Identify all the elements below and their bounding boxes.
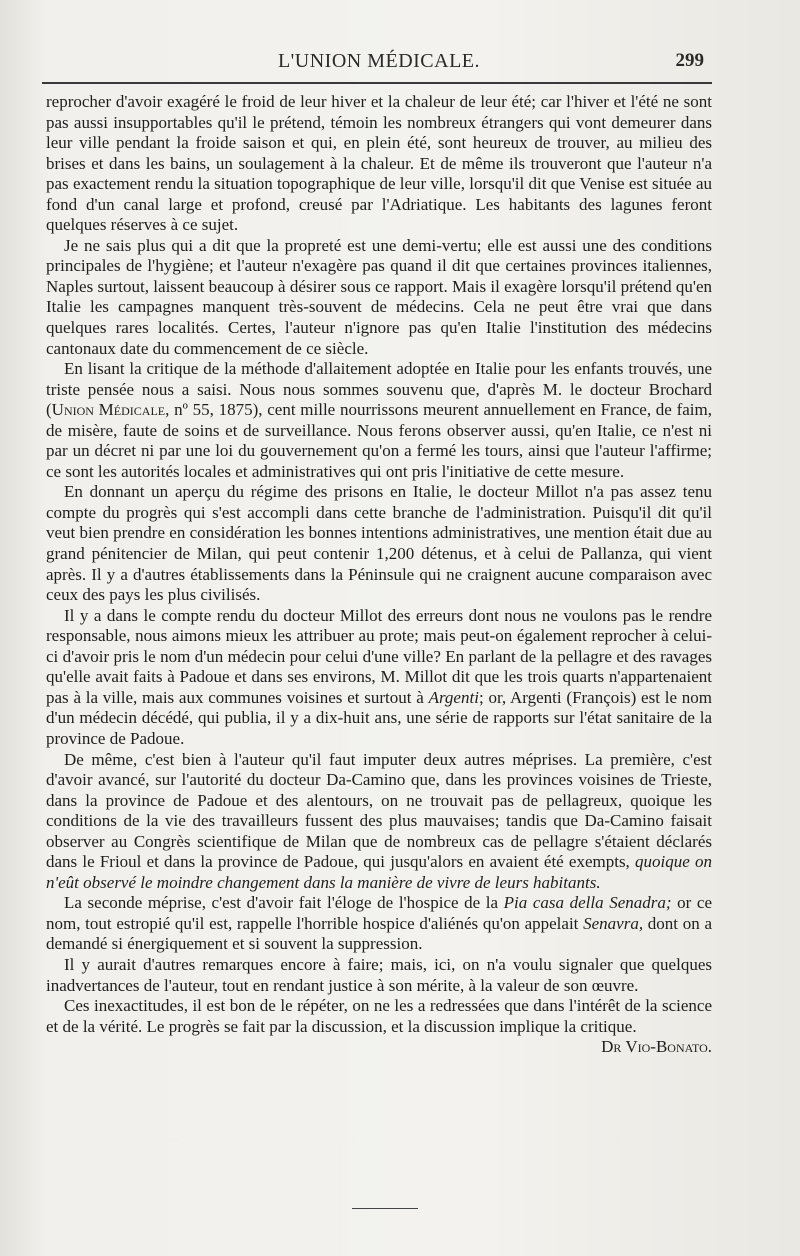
paragraph: Je ne sais plus qui a dit que la propreté est une demi-vertu; elle est aussi une des conditions principales de l'hygiène; et l'auteur n'exagère pas quand il dit que certaines provinces italiennes, Naples surtout, laissent beaucoup à désirer sous ce rapport. Mais il exagère lorsqu'il prétend qu'en Italie les campagnes manquent très-souvent de médecins. Cela ne peut être vrai que dans quelques rares localités. Certes, l'auteur n'ignore pas qu'en Italie l'institution des médecins cantonaux date du commencement de ce siècle. — [46, 235, 712, 358]
paragraph-text: Il y a dans le compte rendu du docteur Millot des erreurs dont nous ne voulons pas le rendre responsable, nous aimons mieux les attribuer au prote; mais peut-on également reprocher à celui-ci d'avoir pris le nom d'un médecin pour celui d'une ville? En parlant de la pellagre et des ravages qu'elle avait faits à Padoue et dans ses environs, M. Millot dit que les trois quarts n'appartenaient pas à la ville, mais aux communes voisines et surtout à — [46, 605, 712, 707]
paragraph-text: , nº 55, 1875), cent mille nourrissons meurent annuellement en France, de faim, de misère, faute de soins et de surveillance. Nous ferons observer aussi, qu'en Italie, ce n'est ni par un décret ni par une loi du gouvernement qu'on a fermé les tours, ainsi que l'auteur l'affirme; ce sont les autorités locales et administratives qui ont pris l'initiative de cette mesure. — [46, 400, 712, 481]
paragraph: Il y aurait d'autres remarques encore à faire; mais, ici, on n'a voulu signaler que quelques inadvertances de l'auteur, tout en rendant justice à son mérite, à la valeur de son œuvre. — [46, 954, 712, 995]
paragraph — [46, 606, 712, 750]
paragraph-text: En lisant la critique de la méthode d'allaitement adoptée en Italie pour les enfants trouvés, une triste pensée nous a saisi. Nous nous sommes souvenu que, d'après M. le docteur Brochard ( — [46, 359, 712, 420]
paragraph-text: De même, c'est bien à l'auteur qu'il faut imputer deux autres méprises. La première, c'est d'avoir avancé, sur l'autorité du docteur Da-Camino que, dans les provinces voisines de Trieste, dans la province de Padoue et des alentours, on ne trouvait pas de pellagreux, quoique les conditions de la vie des travailleurs fussent des plus mauvaises; tandis que Da-Camino faisait observer au Congrès scientifique de Milan que de nombreux cas de pellagre s'étaient déclarés dans le Frioul et dans la province de Padoue, qui jusqu'alors en avaient été exempts, — [46, 749, 712, 872]
paragraph-text: ; or, Argenti (François) est le nom d'un médecin décédé, qui publia, il y a dix-huit ans, une série de rapports sur l'état sanitaire de la province de Padoue. — [46, 687, 712, 748]
paragraph — [46, 750, 712, 894]
italic-name: Senavra, — [583, 913, 644, 933]
italic-quote: quoique on n'eût observé le moindre changement dans la manière de vivre de leurs habitants. — [46, 852, 712, 892]
page-header — [48, 46, 710, 76]
paragraph — [46, 996, 712, 1057]
paragraph — [46, 893, 712, 955]
paragraph: reprocher d'avoir exagéré le froid de leur hiver et la chaleur de leur été; car l'hiver et l'été ne sont pas aussi insupportables qu'il le prétend, témoin les nombreux étrangers qui vont demeurer dans leur ville pendant la froide saison et qui, en plein été, sont heureux de trouver, au milieu des brises et dans les bains, un soulagement à la chaleur. Et de même ils trouveront que l'auteur n'a pas exactement rendu la situation topographique de leur ville, lorsqu'il dit que Venise est située au fond d'un canal large et profond, creusé par l'Adriatique. Les habitants des lagunes feront quelques réserves à ce sujet. — [46, 92, 712, 235]
paragraph — [46, 359, 712, 482]
italic-name: Pia casa della Senadra; — [503, 893, 672, 913]
running-title: L'UNION MÉDICALE. — [277, 50, 481, 72]
paragraph-text: or ce nom, tout estropié qu'il est, rappelle l'horrible hospice d'aliénés qu'on appelait — [46, 893, 712, 933]
paragraph-text: Ces inexactitudes, il est bon de le répéter, on ne les a redressées que dans l'intérêt de la science et de la vérité. Le progrès se fait par la discussion, et la discussion implique la critique. — [46, 996, 712, 1036]
italic-name: Argenti — [428, 687, 479, 707]
footer-rule — [352, 1208, 418, 1209]
journal-citation: Union Médicale — [51, 400, 166, 420]
paragraph: En donnant un aperçu du régime des prisons en Italie, le docteur Millot n'a pas assez tenu compte du progrès qui s'est accompli dans cette branche de l'administration. Puisqu'il dit qu'il veut bien prendre en considération les bonnes intentions administratives, une mention était due au grand pénitencier de Milan, qui peut contenir 1,200 détenus, et à celui de Pallanza, qui vient après. Il y a d'autres établissements dans la Péninsule qui ne craignent aucune comparaison avec ceux des pays les plus civilisés. — [46, 482, 712, 605]
header-rule — [42, 82, 712, 84]
article-body — [46, 92, 712, 1058]
author-signature: Dr Vio-Bonato. — [601, 1037, 712, 1057]
paragraph-text: La seconde méprise, c'est d'avoir fait l'éloge de l'hospice de la — [64, 893, 504, 913]
page-number: 299 — [675, 50, 704, 71]
paragraph-text: dont on a demandé si énergiquement et si souvent la suppression. — [46, 913, 712, 954]
